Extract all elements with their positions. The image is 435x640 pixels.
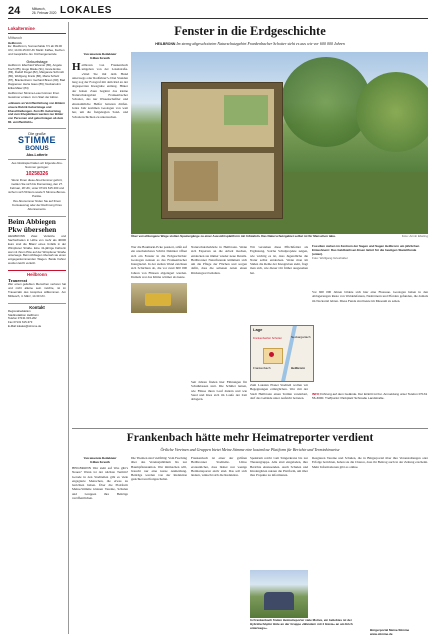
date-full: 26. Februar 2020 — [32, 11, 57, 15]
article1-col4: Wir verstehen diese Pflichtfelder als Ergänzung. Solche Schulprojekte zeigen, wie wichtig es ist, dass Jugendliche die Natur selbst entdecken. Wenn man im Süden die Reihe der Kiesgruben sieht, fragt man sich, wie dieser Ort früher ausgesehen hat. — [250, 245, 308, 275]
map-city-frankenbach: Frankenbach — [253, 366, 271, 370]
lokaltermine-title: Lokaltermine — [8, 26, 35, 31]
teaser-text: Im streng abgeschotteten Naturschutzgebiet Frankenbacher Schotter sieht es aus wie vor 600 000 Jahren — [176, 41, 345, 46]
abo-code: 10258326 — [25, 171, 49, 178]
byline-line1: Von unserem Redakteur — [83, 52, 117, 56]
sign-map-graphic — [224, 95, 268, 125]
sidebar-rule — [8, 33, 66, 34]
stimme-bonus: BONUS — [25, 144, 49, 152]
article1-col1 — [72, 63, 128, 246]
stimme-bonus-box — [8, 128, 66, 160]
geburtstage-heading: Geburtstage — [26, 59, 48, 64]
photo-credit: Foto: Armin Ebeling — [401, 234, 428, 238]
article2-byline-name: Kilian Krauth — [90, 460, 110, 464]
kontakt-line: Stadtredaktion Heilbronn — [8, 312, 39, 317]
bulldozer-shape — [145, 293, 171, 306]
sidebar — [8, 26, 66, 636]
info-box — [312, 392, 428, 400]
side-caption-text: Fossilien stehen im Zentrum der Sagen und Sagen Heilbronn um jährlichen Einwohnern: Das Geldbüchsen Eisen liefert für die heutigen Skelettfunde (unten). — [312, 244, 420, 256]
stimme-text: Aus Glückspiel hatten wir folgende Abo-Nummer gezogen: — [11, 160, 63, 169]
sidebar-rule-3 — [8, 270, 66, 271]
kontakt-line: Regionalredaktion — [8, 309, 31, 314]
beim-heading: Beim Abbiegen Pkw übersehen — [8, 217, 57, 234]
article1-col2: Wer die Baumarkt-Ecke passiert, stößt auf ein unscheinbares Schild. Dahinter öffnet sich ein Fenster in die Erdgeschichte: Geologen nennen es das Frankenbacher Interglazial. In der steilen Wand zeichnen sich Schichten ab, die vor rund 600 000 Jahren von Flüssen abgelagert wurden. Damals war das Klima wärmer als heute. — [131, 245, 187, 280]
info-heading: INFO — [312, 392, 320, 396]
column-divider — [68, 22, 69, 634]
trauer-text: Wer einen geliebten Menschen verloren hat und nicht alleine sein möchte, ist im Trauercafé des Hospizes willkommen. Am Mittwoch, 4. März, 14.30 Uhr. — [8, 282, 66, 298]
article1-teaser — [72, 41, 428, 46]
section-title: LOKALES — [60, 5, 112, 16]
sidebar-entry: Ev. Maulbronn, Sonnenhalde 7/1 ab 09.00 Uhr; 14.00-15.00 Uhr Markt: Kaffee, Kuchen und Gespräche. Ev. Kirchengemeinde — [8, 44, 65, 56]
weekday-label: Mittwoch — [8, 35, 23, 40]
kontakt-list — [8, 310, 66, 328]
sidebar-city2: Heilbronn — [26, 272, 48, 278]
article2-teaser: Örtliche Vereinen und Gruppen bietet Meine.Stimme eine kostenlose Plattform für Berichte und Terminhinweise — [160, 447, 340, 452]
kontakt-line: E-Mail lokales@stimme.de — [8, 323, 42, 328]
person-group — [264, 592, 294, 610]
article2-col4: Spektrum reicht vom Sängerkranz bis zur Theatergruppe. Alle sind eingeladen, ihre Berichte einzusenden. Auch Schulen und Kindergärten nutzen die Plattform, um über ihre Projekte zu informieren. — [250, 456, 308, 478]
kontakt-line: Fax 07131 615-373 — [8, 320, 33, 325]
article2-photo-caption: In Frankenbach finden Heimatreporter viele Motive, ein beliebtes ist der Hybridschöpfer Hüte an der Gruppe »Wandern mit 4 Gäste« an am Erich unterwegs«. — [250, 618, 353, 630]
article2-photo — [250, 570, 308, 618]
info-text: Führung auf dem Gelände. Der Eintritt ist frei. Anmeldung unter Telefon 07131 56-3000. Treffpunkt: Parkplatz Schmalte Landstraße. — [312, 392, 428, 400]
kontakt-heading: Kontakt — [29, 305, 45, 311]
article1-col6: Zum Lokalen Planet Stadtteil wollen wir Begegnungen ermöglichen. Wer mit der Stadt Heilbronn einen Termin vereinbart, darf das Gelände unter Aufsicht betreten. — [250, 383, 308, 400]
article2-col5: Reagieren Vereine und Schulen, die in Bürgerportal über ihre Veranstaltungen oder Erfolge berichten, haben sie die Chance, dass ihr Beitrag auch in der Zeitung erscheint. Mehr Informationen gibt es online. — [312, 456, 428, 469]
article2-col3: Frankenbach ist einer der größten Heilbronner Stadtteile. Umso erstaunlicher, dass bisher nur wenige Heimatreporter aktiv sind. Das soll sich ändern, wünscht sich die Redaktion. — [191, 456, 247, 478]
date-weekday: Mittwoch, — [32, 7, 46, 11]
map-marker — [269, 352, 274, 357]
photo-tree-2 — [356, 72, 428, 152]
article1-col1-text: eilbronn von Frankenbach umgeben von der Lokalstraße. »Sind Sie mit dem Hund unterwegs oder Radfahrer?« Drei Stunden lang zog der Fotograf mit dem Rad an der abgesperrten Kiesgrube entlang. Hinter der hohen Zaun beginnt das kleine Naturschutzgebiet Frankenbacher Schotter, das nur Wissenschaftler und ehrenamtliche Helfer betreten dürfen. Jedes Jahr kommen Geologen von weit her, um die freigelegten Sand- und Schotterschichten zu untersuchen. — [72, 63, 128, 119]
beim-text: HEILBRONN Zwei Verletzte und Sachschaden in Höhe von mehr als 40000 Euro sind die Bilanz eines Unfalls in der Wimpfener Straße. Eine 41-jährige Fahrerin war mit ihrem Pkw auf der Wimpfener Straße unterwegs. Beim Abbiegen übersah sie einen entgegenkommenden Wagen. Beide Fahrer wurden leicht verletzt. — [8, 234, 67, 266]
article1-col7: Vor 600 000 Jahren bildete sich hier eine Flussaue. Geologen haben in den Ablagerungen Reste von Waldelefanten, Nashörnern und Pferden gefunden, die damals im Neckartal lebten. Diese Funde sind heute im Museum zu sehen. — [312, 290, 428, 303]
location-map — [250, 325, 314, 382]
sidebar-city: Heilbronn — [8, 40, 22, 45]
page-number: 24 — [8, 5, 21, 17]
article2-byline-line1: Von unserem Redakteur — [83, 456, 117, 460]
map-spot-label: Frankenbacher Schotter — [253, 337, 282, 340]
sidebar-rule-4 — [8, 303, 66, 304]
article2-title: Frankenbach hätte mehr Heimatreporter verdient — [126, 432, 374, 444]
stimme-pre: Die große — [28, 130, 46, 136]
umfrage-text: »Hinweis an Veröffentlichung von Bildern unsere Rubrik Geburtstage und Eheschließungen. Zum 80. Geburtstag und zum Ehejubiläum werden nur Bilder von Personen und geburtstagen ab dem 80. veröffentlicht« — [8, 100, 66, 124]
map-city-neckargartach: Neckargartach — [291, 335, 311, 339]
geburtstage-text: Heilbronn: Eberhard Wiesner (80), Angela Koch (85), Hugo Mäule (91), Grete Emke (83), Rudolf Flegel (82), Margarete Schmidt (80), Wolfgang Frank (86), Maria Schulz (87), Brackenheim: Gerhard Braun (90); Bad Rappenau: Herta Gaus (89); Neckarsulm: Erika Maier (84) — [8, 62, 66, 90]
article2-col1: HEILBRONN Wer steht auf Was gibt's Neues? Wann ist der nächste Termin? Gerade in den Stadtteilen gibt es viele engagierte Menschen, die etwas zu berichten haben. Über die Plattform Meine.Stimme können Vereine, Schulen und Gruppen ihre Beiträge veröffentlichen. — [72, 466, 128, 501]
signboard — [161, 82, 283, 219]
sidebar-rule-2 — [8, 216, 66, 217]
article1-col5: Seit Jahren finden hier Führungen für Schulklassen statt. Die Schüler lernen, wie Flüsse ihren Lauf ändern und wie Sand und Kies sich im Laufe der Zeit ablagern. — [191, 380, 247, 402]
contest-text: Heilbronner Stimme-Leser können ihren Gewinner erraten: zum Start der Aktion. — [8, 91, 60, 100]
article1-photo — [131, 52, 428, 234]
sign-map-graphic-2 — [174, 161, 218, 201]
photo-caption-text: Über verschlungene Wege stoßen Spaziergänge zu einer Aussichtsplattform mit Infotafeln. Das Naturschutzgebiet selbst ist für Menschen tabu. — [131, 234, 336, 238]
map-label: Lage — [253, 327, 263, 332]
byline-name: Kilian Krauth — [90, 56, 110, 60]
map-city-heilbronn: Heilbronn — [291, 366, 305, 370]
stimme-text2: Wenn Ihnen diese Abo-Nummer gehört, melden Sie sich bis Donnerstag, den 27. Februar, 18 Uhr, unter 07131 615 400 und sichern sich 50 Euro sowie 5 Stimme-Bonus-Punkte. — [8, 178, 66, 198]
article1-col3: Naturschutzbehörde in Heilbronn. Wenn sich Experten an die Arbeit machen, entdecken sie immer wieder neue Details. Heilbronner Naturfreunde kümmern sich um die Pflege der Flächen und sorgen dafür, dass die seltenen Arten einen Rückzugsort behalten. — [191, 245, 247, 275]
header-rule — [8, 18, 428, 19]
stimme-brand: STIMME — [18, 134, 56, 145]
kontakt-line: Telefon 07131 615-262 — [8, 316, 37, 321]
side-caption — [312, 245, 428, 261]
stimme-text3: Ihre Abonummer finden Sie auf Ihrem Kontoauszug oder der Rechnung Ihres Abonnements. — [12, 199, 62, 211]
teaser-city: HEILBRONN — [155, 42, 176, 46]
article2-footer: Bürgerportal Meine.Stimme www.stimme.de — [370, 628, 410, 636]
article1-title: Fenster in die Erdgeschichte — [174, 24, 326, 38]
date-line — [32, 7, 56, 15]
side-credit: Foto: Wolfgang Grieshaber — [312, 255, 348, 260]
article1-byline — [72, 52, 128, 60]
article1-photo-2 — [131, 283, 187, 313]
article1-photo-caption — [131, 235, 428, 239]
trauer-heading: Trauerrat — [8, 278, 28, 284]
stimme-label: Abo-Lotterie — [26, 152, 48, 157]
article2-byline — [72, 456, 128, 464]
article2-col2: Die Themen sind vielfältig: Vom Fasching über das Vereinsjubiläum bis zur Baumpflanzaktion. Wer mitmachen will, braucht nur eine kurze Anmeldung. Beiträge werden von der Redaktion gesichtet und freigeschaltet. — [131, 456, 187, 482]
article-separator — [72, 428, 428, 429]
drop-cap: H — [72, 63, 81, 73]
